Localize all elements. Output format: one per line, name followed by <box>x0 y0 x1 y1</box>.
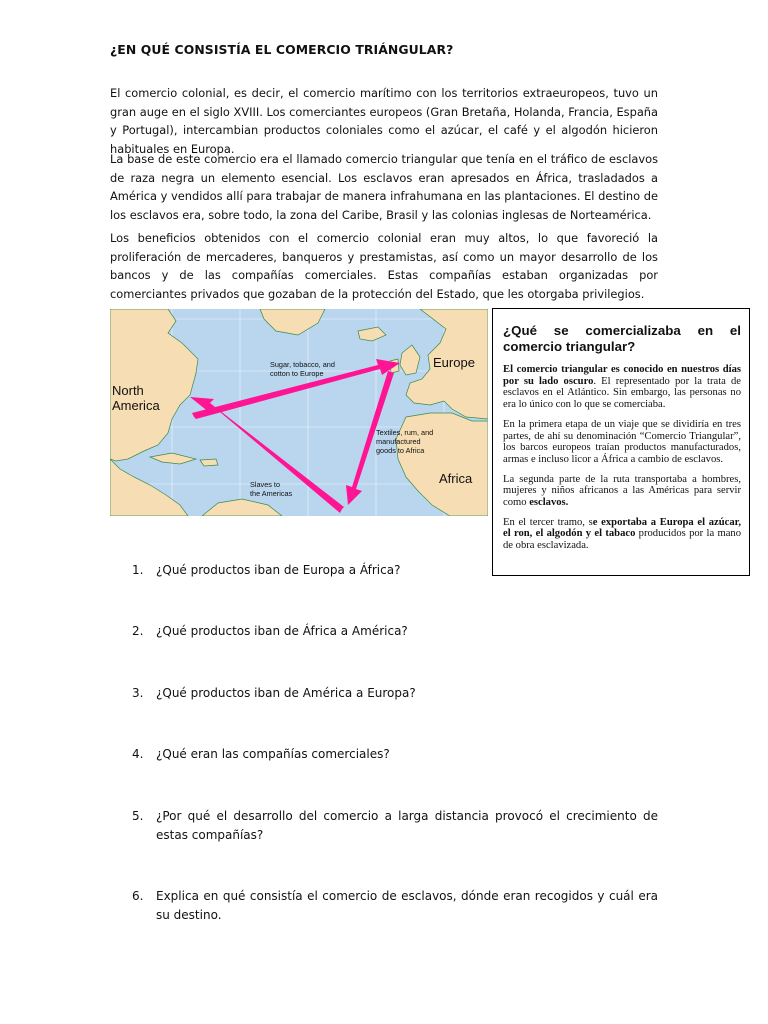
route-label-textiles-line2: manufactured <box>376 437 421 446</box>
info-box-p4-bold: e exportaba a Europa el azúcar, el ron, el algodón y el tabaco <box>503 516 742 540</box>
companies-paragraph: Los beneficios obtenidos con el comercio colonial eran muy altos, lo que favoreció la proliferación de mercaderes, banqueros y prestamistas, así como un mayor desarrollo de los bancos y de las compañías comerciales. Estas compañías estaban organizadas por comerciantes privados que gozaban de la protección del Estado, que les otorgaba privilegios. <box>110 231 658 301</box>
question-text: ¿Por qué el desarrollo del comercio a larga distancia provocó el crecimiento de estas compañías? <box>156 809 658 842</box>
question-text: ¿Qué eran las compañías comerciales? <box>156 747 390 761</box>
question-number: 3. <box>132 686 144 700</box>
question-number: 1. <box>132 563 144 577</box>
info-box-paragraph-1 <box>503 364 741 411</box>
question-number: 6. <box>132 889 144 903</box>
question-text: ¿Qué productos iban de África a América? <box>156 624 408 638</box>
question-text: Explica en qué consistía el comercio de esclavos, dónde eran recogidos y cuál era su destino. <box>156 889 658 922</box>
info-box-p3-text: La segunda parte de la ruta transportaba a hombres, mujeres y niños africanos a las Américas para servir como <box>503 473 741 509</box>
label-europe: Europe <box>433 355 475 370</box>
page-title: ¿EN QUÉ CONSISTÍA EL COMERCIO TRIÁNGULAR? <box>110 42 454 57</box>
question-item <box>132 561 658 580</box>
info-box-paragraph-2: En la primera etapa de un viaje que se dividiría en tres partes, de ahí su denominación “Comercio Triangular”, los barcos europeos traían productos manufacturados, armas e incluso licor a África a cambio de esclavos. <box>503 418 741 465</box>
info-box-p4-rest: producidos por la mano de obra esclavizada. <box>503 528 741 552</box>
info-box-paragraph-3 <box>503 474 741 509</box>
intro-paragraph: El comercio colonial, es decir, el comercio marítimo con los territorios extraeuropeos, tuvo un gran auge en el siglo XVIII. Los comerciantes europeos (Gran Bretaña, Holanda, Francia, España y Portugal), intercambian productos coloniales como el azúcar, el café y el algodón hicieron habituales en Europa. <box>110 86 658 156</box>
question-number: 5. <box>132 809 144 823</box>
route-label-slaves-line1: Slaves to <box>250 480 281 489</box>
label-america: America <box>112 398 160 413</box>
route-label-textiles-line1: Textiles, rum, and <box>376 428 434 437</box>
question-number: 2. <box>132 624 144 638</box>
info-box-title: ¿Qué se comercializaba en el comercio triangular? <box>503 323 741 354</box>
question-item <box>132 807 658 844</box>
question-item <box>132 622 658 641</box>
question-number: 4. <box>132 747 144 761</box>
question-text: ¿Qué productos iban de América a Europa? <box>156 686 416 700</box>
route-label-sugar-line2: cotton to Europe <box>270 369 324 378</box>
route-label-sugar-line1: Sugar, tobacco, and <box>270 360 335 369</box>
route-label-textiles-line3: goods to Africa <box>376 446 425 455</box>
info-box-p1-text: . El representado por la trata de esclavos en el Atlántico. Sin embargo, las personas no era lo único con lo que se comerciaba. <box>503 375 741 411</box>
route-label-slaves-line2: the Americas <box>250 489 293 498</box>
info-box-paragraph-4 <box>503 517 741 552</box>
info-box-p3-bold: esclavos. <box>529 497 569 509</box>
triangular-trade-map <box>110 309 488 516</box>
question-item <box>132 745 658 764</box>
info-box-p1-bold: El comercio triangular es conocido en nuestros días por su lado oscuro <box>503 364 741 387</box>
question-item <box>132 684 658 703</box>
label-north: North <box>112 383 144 398</box>
info-box <box>492 308 750 576</box>
info-box-p4-start: En el tercer tramo, s <box>503 516 593 528</box>
question-item <box>132 887 658 924</box>
label-africa: Africa <box>439 471 473 486</box>
slave-trade-paragraph: La base de este comercio era el llamado comercio triangular que tenía en el tráfico de esclavos de raza negra un elemento esencial. Los esclavos eran apresados en África, trasladados a América y vendidos allí para trabajar de manera infrahumana en las plantaciones. El destino de los esclavos era, sobre todo, la zona del Caribe, Brasil y las colonias inglesas de Norteamérica. <box>110 152 658 222</box>
question-text: ¿Qué productos iban de Europa a África? <box>156 563 401 577</box>
